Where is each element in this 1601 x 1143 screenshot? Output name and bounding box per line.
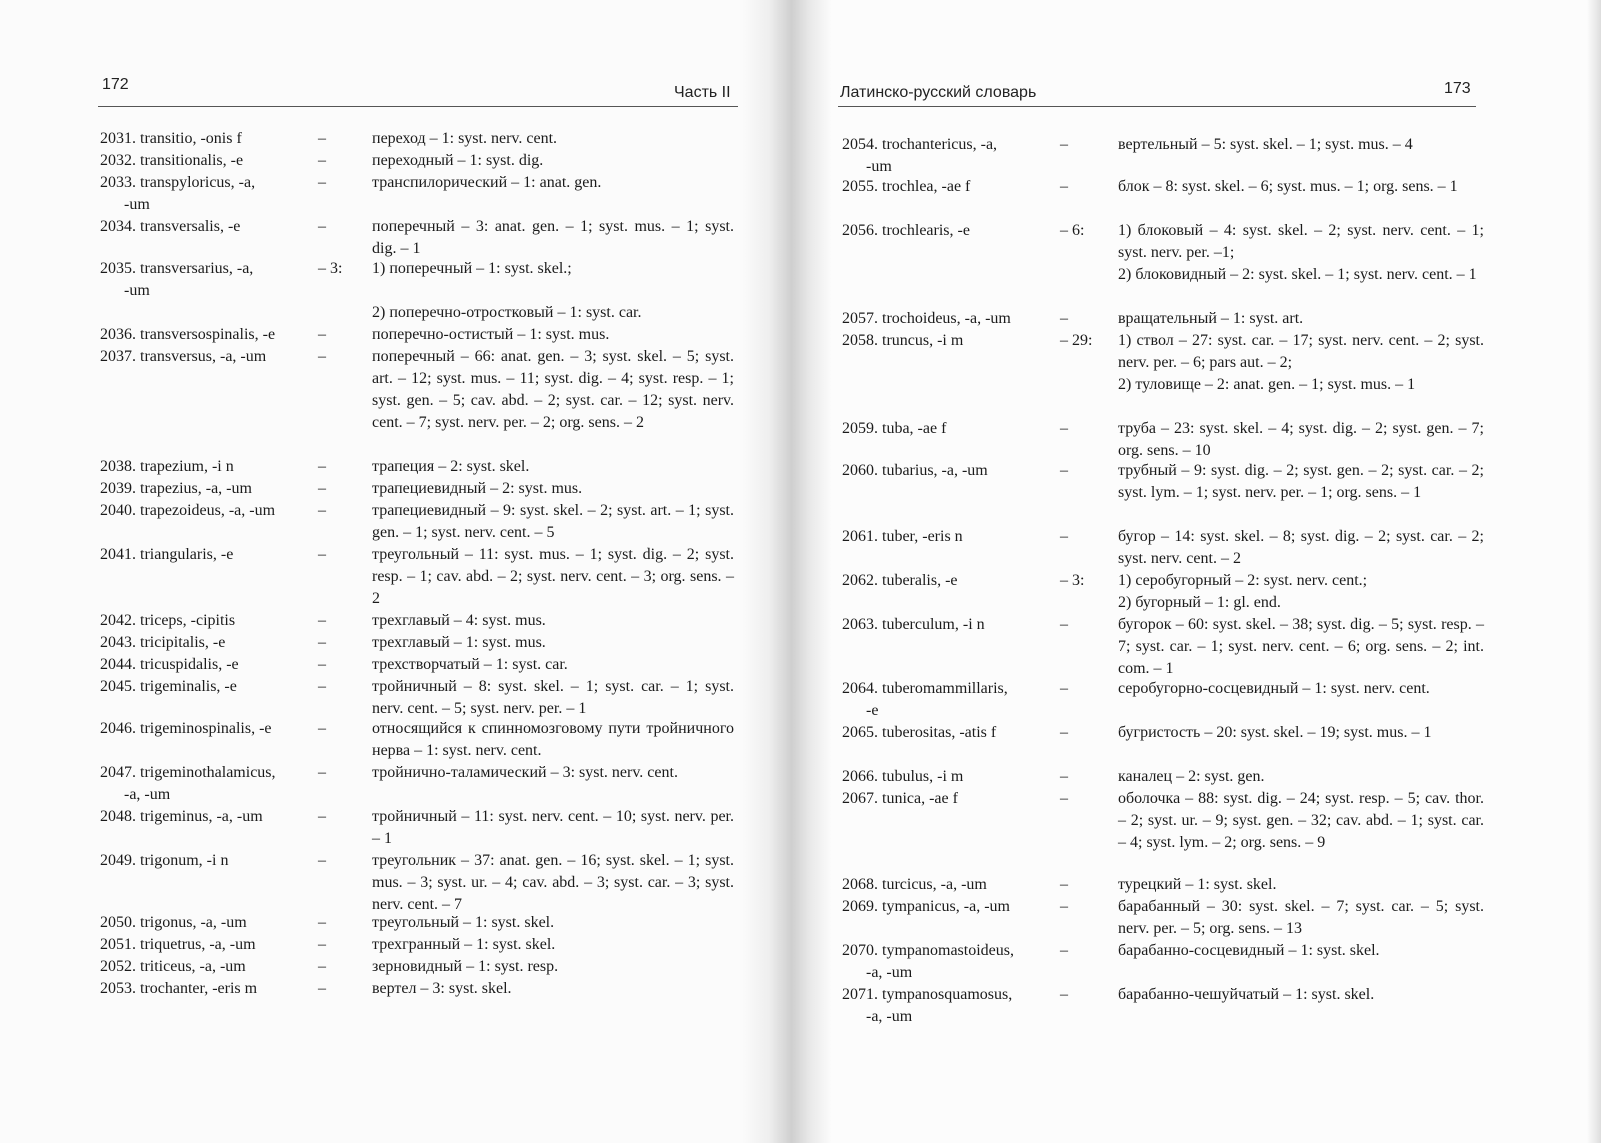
russian-translation: 1) серобугорный – 2: syst. nerv. cent.; 2) бугорный – 1: gl. end. [1118, 572, 1368, 611]
entry-dash: – [318, 852, 326, 869]
latin-term: 2052. triticeus, -a, -um [100, 958, 246, 975]
latin-term: 2038. trapezium, -i n [100, 458, 234, 475]
latin-term: 2044. tricuspidalis, -e [100, 656, 239, 673]
latin-term: 2046. trigeminospinalis, -e [100, 720, 272, 737]
latin-term: 2050. trigonus, -a, -um [100, 914, 247, 931]
russian-translation: 1) ствол – 27: syst. car. – 17; syst. nerv. cent. – 2; syst. nerv. per. – 6; pars aut. – 2; 2) туловище – 2: anat. gen. – 1; syst. mus. – 1 [1118, 332, 1484, 393]
russian-translation: вертельный – 5: syst. skel. – 1; syst. mus. – 4 [1118, 136, 1413, 153]
latin-term: 2067. tunica, -ae f [842, 790, 958, 807]
running-head: Часть II [674, 84, 731, 101]
russian-translation: бугор – 14: syst. skel. – 8; syst. dig. – 2; syst. car. – 2; syst. nerv. cent. – 2 [1118, 528, 1484, 567]
latin-term: 2060. tubarius, -a, -um [842, 462, 988, 479]
russian-translation: трехглавый – 4: syst. mus. [372, 612, 546, 629]
latin-term: 2062. tuberalis, -e [842, 572, 958, 589]
latin-term: 2059. tuba, -ae f [842, 420, 947, 437]
russian-translation: тройнично-таламический – 3: syst. nerv. cent. [372, 764, 678, 781]
entry-dash: – [318, 480, 326, 497]
russian-translation: треугольный – 11: syst. mus. – 1; syst. dig. – 2; syst. resp. – 1; cav. abd. – 2; syst. nerv. cent. – 3; org. sens. – 2 [372, 546, 734, 607]
entry-dash: – [1060, 768, 1068, 785]
latin-term: 2061. tuber, -eris n [842, 528, 963, 545]
entry-dash: – [318, 656, 326, 673]
entry-dash: – [318, 764, 326, 781]
latin-term: 2037. transversus, -a, -um [100, 348, 267, 365]
latin-term: 2056. trochlearis, -e [842, 222, 970, 239]
russian-translation: серобугорно-сосцевидный – 1: syst. nerv. cent. [1118, 680, 1430, 697]
russian-translation: транспилорический – 1: anat. gen. [372, 174, 602, 191]
latin-term: 2040. trapezoideus, -a, -um [100, 502, 276, 519]
russian-translation: поперечный – 3: anat. gen. – 1; syst. mus. – 1; syst. dig. – 1 [372, 218, 734, 257]
entry-dash: – [1060, 616, 1068, 633]
russian-translation: треугольник – 37: anat. gen. – 16; syst. skel. – 1; syst. mus. – 3; syst. ur. – 4; cav. abd. – 3; syst. car. – 3; syst. nerv. cent. – 7 [372, 852, 734, 913]
russian-translation: вращательный – 1: syst. art. [1118, 310, 1304, 327]
latin-term: 2033. transpyloricus, -a, -um [100, 174, 256, 213]
entry-dash: – [318, 958, 326, 975]
right-page [780, 0, 1601, 1143]
entry-dash: – [1060, 724, 1068, 741]
entry-dash: – 3: [1060, 572, 1085, 589]
russian-translation: блок – 8: syst. skel. – 6; syst. mus. – 1; org. sens. – 1 [1118, 178, 1458, 195]
russian-translation: турецкий – 1: syst. skel. [1118, 876, 1277, 893]
russian-translation: треугольный – 1: syst. skel. [372, 914, 555, 931]
russian-translation: зерновидный – 1: syst. resp. [372, 958, 559, 975]
page-number: 173 [1444, 80, 1471, 97]
latin-term: 2063. tuberculum, -i n [842, 616, 985, 633]
entry-dash: – 3: [318, 260, 343, 277]
page-edge-shadow [1587, 0, 1601, 1143]
header-rule [838, 106, 1476, 107]
latin-term: 2031. transitio, -onis f [100, 130, 242, 147]
latin-term: 2048. trigeminus, -a, -um [100, 808, 263, 825]
latin-term: 2058. truncus, -i m [842, 332, 964, 349]
entry-dash: – [1060, 942, 1068, 959]
latin-term: 2066. tubulus, -i m [842, 768, 964, 785]
russian-translation: трапециевидный – 2: syst. mus. [372, 480, 583, 497]
entry-dash: – [318, 720, 326, 737]
entry-dash: – [318, 634, 326, 651]
latin-term: 2039. trapezius, -a, -um [100, 480, 252, 497]
latin-term: 2054. trochantericus, -a, -um [842, 136, 998, 175]
latin-term: 2053. trochanter, -eris m [100, 980, 258, 997]
entry-dash: – [318, 348, 326, 365]
russian-translation: тройничный – 8: syst. skel. – 1; syst. car. – 1; syst. nerv. cent. – 5; syst. nerv. per. – 1 [372, 678, 734, 717]
latin-term: 2036. transversospinalis, -e [100, 326, 276, 343]
latin-term: 2051. triquetrus, -a, -um [100, 936, 256, 953]
russian-translation: бугристость – 20: syst. skel. – 19; syst. mus. – 1 [1118, 724, 1432, 741]
russian-translation: трехглавый – 1: syst. mus. [372, 634, 546, 651]
latin-term: 2034. transversalis, -e [100, 218, 241, 235]
latin-term: 2064. tuberomammillaris, -e [842, 680, 1008, 719]
latin-term: 2035. transversarius, -a, -um [100, 260, 254, 299]
russian-translation: поперечно-остистый – 1: syst. mus. [372, 326, 610, 343]
russian-translation: трубный – 9: syst. dig. – 2; syst. gen. – 2; syst. car. – 2; syst. lym. – 1; syst. nerv. per. – 1; org. sens. – 1 [1118, 462, 1484, 501]
latin-term: 2042. triceps, -cipitis [100, 612, 236, 629]
entry-dash: – [1060, 420, 1068, 437]
entry-dash: – [1060, 898, 1068, 915]
russian-translation: переход – 1: syst. nerv. cent. [372, 130, 558, 147]
russian-translation: трехгранный – 1: syst. skel. [372, 936, 556, 953]
entry-dash: – [318, 458, 326, 475]
entry-dash: – [1060, 136, 1068, 153]
latin-term: 2043. tricipitalis, -e [100, 634, 226, 651]
latin-term: 2047. trigeminothalamicus, -a, -um [100, 764, 276, 803]
entry-dash: – [318, 808, 326, 825]
header-rule [98, 106, 738, 107]
latin-term: 2055. trochlea, -ae f [842, 178, 971, 195]
latin-term: 2069. tympanicus, -a, -um [842, 898, 1010, 915]
russian-translation: каналец – 2: syst. gen. [1118, 768, 1265, 785]
running-head: Латинско-русский словарь [840, 84, 1037, 101]
russian-translation: барабанно-чешуйчатый – 1: syst. skel. [1118, 986, 1375, 1003]
entry-dash: – [1060, 680, 1068, 697]
russian-translation: бугорок – 60: syst. skel. – 38; syst. dig. – 5; syst. resp. – 7; syst. car. – 1; syst. nerv. cent. – 6; org. sens. – 2; int. com. – 1 [1118, 616, 1484, 677]
latin-term: 2049. trigonum, -i n [100, 852, 229, 869]
latin-term: 2045. trigeminalis, -e [100, 678, 237, 695]
entry-dash: – [318, 174, 326, 191]
russian-translation: оболочка – 88: syst. dig. – 24; syst. resp. – 5; cav. thor. – 2; syst. ur. – 9; syst. gen. – 32; cav. abd. – 1; syst. car. – 4; syst. lym. – 2; org. sens. – 9 [1118, 790, 1484, 851]
entry-dash: – [1060, 528, 1068, 545]
entry-dash: – [318, 130, 326, 147]
entry-dash: – [318, 612, 326, 629]
russian-translation: барабанно-сосцевидный – 1: syst. skel. [1118, 942, 1380, 959]
russian-translation: поперечный – 66: anat. gen. – 3; syst. skel. – 5; syst. art. – 12; syst. mus. – 11; syst. dig. – 4; syst. resp. – 1; syst. gen. – 5; cav. abd. – 2; syst. car. – 12; syst. nerv. cent. – 7; syst. nerv. per. – 2; org. sens. – 2 [372, 348, 734, 431]
latin-term: 2071. tympanosquamosus, -a, -um [842, 986, 1013, 1025]
entry-dash: – [1060, 178, 1068, 195]
entry-dash: – [1060, 310, 1068, 327]
entry-dash: – [318, 980, 326, 997]
russian-translation: переходный – 1: syst. dig. [372, 152, 544, 169]
russian-translation: 1) поперечный – 1: syst. skel.; 2) поперечно-отростковый – 1: syst. car. [372, 260, 642, 321]
russian-translation: труба – 23: syst. skel. – 4; syst. dig. – 2; syst. gen. – 7; org. sens. – 10 [1118, 420, 1484, 459]
russian-translation: трапециевидный – 9: syst. skel. – 2; syst. art. – 1; syst. gen. – 1; syst. nerv. cent. – 5 [372, 502, 734, 541]
left-page [0, 0, 780, 1143]
latin-term: 2057. trochoideus, -a, -um [842, 310, 1011, 327]
page-number: 172 [102, 76, 129, 93]
latin-term: 2068. turcicus, -a, -um [842, 876, 987, 893]
entry-dash: – [1060, 462, 1068, 479]
russian-translation: тройничный – 11: syst. nerv. cent. – 10; syst. nerv. per. – 1 [372, 808, 734, 847]
entry-dash: – [318, 546, 326, 563]
entry-dash: – [318, 502, 326, 519]
russian-translation: барабанный – 30: syst. skel. – 7; syst. car. – 5; syst. nerv. per. – 5; org. sens. – 13 [1118, 898, 1484, 937]
entry-dash: – [318, 914, 326, 931]
latin-term: 2041. triangularis, -e [100, 546, 234, 563]
entry-dash: – 6: [1060, 222, 1085, 239]
entry-dash: – [318, 326, 326, 343]
latin-term: 2032. transitionalis, -e [100, 152, 244, 169]
latin-term: 2070. tympanomastoideus, -a, -um [842, 942, 1014, 981]
entry-dash: – [1060, 986, 1068, 1003]
russian-translation: трапеция – 2: syst. skel. [372, 458, 530, 475]
russian-translation: трехстворчатый – 1: syst. car. [372, 656, 568, 673]
entry-dash: – [318, 152, 326, 169]
entry-dash: – [318, 218, 326, 235]
latin-term: 2065. tuberositas, -atis f [842, 724, 997, 741]
entry-dash: – 29: [1060, 332, 1093, 349]
entry-dash: – [318, 678, 326, 695]
russian-translation: вертел – 3: syst. skel. [372, 980, 512, 997]
entry-dash: – [1060, 876, 1068, 893]
entry-dash: – [318, 936, 326, 953]
russian-translation: 1) блоковый – 4: syst. skel. – 2; syst. nerv. cent. – 1; syst. nerv. per. –1; 2) блоковидный – 2: syst. skel. – 1; syst. nerv. cent. – 1 [1118, 222, 1484, 283]
entry-dash: – [1060, 790, 1068, 807]
russian-translation: относящийся к спинномозговому пути тройничного нерва – 1: syst. nerv. cent. [372, 720, 734, 759]
